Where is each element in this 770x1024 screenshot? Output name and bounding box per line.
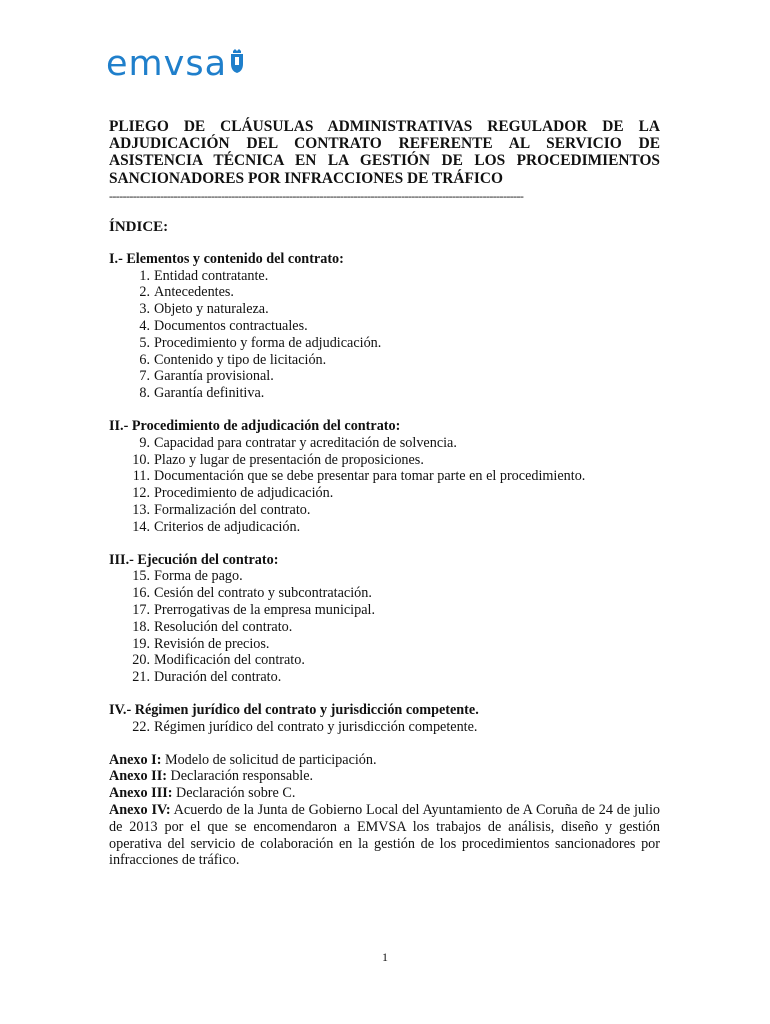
index-item-number: 20. [132,652,150,669]
index-item [109,669,660,686]
index-item-number: 18. [132,618,150,635]
title-line: SANCIONADORES POR INFRACCIONES DE TRÁFICO [109,169,503,187]
index-item-text: Contenido y tipo de licitación. [154,351,327,368]
index-item [109,284,660,301]
annex-label: Anexo I: [109,751,162,768]
annex-list [109,752,660,870]
annex-label: Anexo II: [109,768,167,785]
index-item-number: 3. [139,301,150,318]
section-heading: I.- Elementos y contenido del contrato: [109,250,344,267]
section-heading: IV.- Régimen jurídico del contrato y jurisdicción competente. [109,701,479,718]
annex-label: Anexo IV: [109,801,171,818]
index-item [109,452,660,469]
index-item-number: 10. [132,451,150,468]
index-item [109,301,660,318]
section-heading: II.- Procedimiento de adjudicación del contrato: [109,417,401,434]
annex-text: Declaración responsable. [166,768,314,785]
index-item-text: Revisión de precios. [154,635,270,652]
index-item-text: Duración del contrato. [154,669,282,686]
index-item [109,268,660,285]
index-item [109,435,660,452]
index-item-text: Procedimiento de adjudicación. [154,485,334,502]
index-item [109,502,660,519]
annex-text: Modelo de solicitud de participación. [161,751,377,768]
index-item-number: 12. [132,485,150,502]
index-item-number: 21. [132,669,150,686]
index-item [109,652,660,669]
index-sections [109,251,660,736]
index-item-number: 9. [139,434,150,451]
index-item [109,636,660,653]
crest-icon [230,48,244,74]
index-item-text: Garantía definitiva. [154,385,265,402]
separator-line: -------------------------------------------------------------------------------------------------------------------------- [109,189,524,203]
index-item [109,519,660,536]
section-item-list [109,568,660,686]
section-item-list [109,435,660,536]
index-item [109,719,660,736]
index-item-text: Plazo y lugar de presentación de proposiciones. [154,451,424,468]
index-item-number: 11. [132,468,150,485]
index-item-text: Procedimiento y forma de adjudicación. [154,334,382,351]
index-item-text: Modificación del contrato. [154,652,305,669]
index-item-number: 14. [132,518,150,535]
index-item [109,602,660,619]
annex-entry [109,768,660,785]
index-item-text: Prerrogativas de la empresa municipal. [154,601,376,618]
annex-entry [109,785,660,802]
index-item-number: 19. [132,635,150,652]
document-title [109,118,660,187]
index-item-number: 17. [132,601,150,618]
annex-text: Acuerdo de la Junta de Gobierno Local del Ayuntamiento de A Coruña de 24 de julio de 2013 por el que se encomendaron a EMVSA los trabajos de análisis, diseño y gestión operativa del servicio de colaboración en la gestión de los procedimientos sancionadores por infracciones de tráfico. [109,801,660,869]
index-item [109,318,660,335]
index-item-number: 6. [139,351,150,368]
page-number: 1 [382,950,388,964]
annex-text: Declaración sobre C. [172,785,296,802]
index-item [109,485,660,502]
annex-label: Anexo III: [109,785,173,802]
section-item-list [109,719,660,736]
title-line: PLIEGO DE CLÁUSULAS ADMINISTRATIVAS REGULADOR DE LA [109,118,660,135]
index-item-number: 22. [132,718,150,735]
index-item [109,335,660,352]
index-item-text: Criterios de adjudicación. [154,518,301,535]
index-content [109,219,660,869]
emvsa-logo [106,44,244,84]
index-item-text: Documentos contractuales. [154,317,308,334]
section-heading: III.- Ejecución del contrato: [109,551,279,568]
index-item [109,585,660,602]
logo-wordmark: emvsa [106,43,228,84]
index-item-text: Garantía provisional. [154,368,274,385]
index-item-number: 7. [139,368,150,385]
annex-entry [109,802,660,869]
section-item-list [109,268,660,402]
index-item [109,385,660,402]
index-item-number: 5. [139,334,150,351]
index-item-text: Régimen jurídico del contrato y jurisdicción competente. [154,718,478,735]
index-item-number: 2. [139,284,150,301]
index-item-number: 1. [139,267,150,284]
index-item-text: Forma de pago. [154,568,243,585]
index-item-text: Formalización del contrato. [154,501,311,518]
index-item-number: 15. [132,568,150,585]
index-item-text: Objeto y naturaleza. [154,301,269,318]
index-item-number: 4. [139,317,150,334]
index-item-text: Antecedentes. [154,284,234,301]
index-item-text: Entidad contratante. [154,267,269,284]
index-item-number: 13. [132,501,150,518]
index-item [109,619,660,636]
index-item-text: Resolución del contrato. [154,618,293,635]
index-heading: ÍNDICE: [109,219,169,235]
index-item-number: 8. [139,385,150,402]
index-item-text: Documentación que se debe presentar para tomar parte en el procedimiento. [154,468,586,485]
annex-entry [109,752,660,769]
index-item [109,352,660,369]
index-item [109,368,660,385]
title-line: ADJUDICACIÓN DEL CONTRATO REFERENTE AL SERVICIO DE [109,135,660,153]
index-item [109,568,660,585]
title-line: ASISTENCIA TÉCNICA EN LA GESTIÓN DE LOS PROCEDIMIENTOS [109,152,660,170]
index-item [109,468,660,485]
index-item-text: Cesión del contrato y subcontratación. [154,585,372,602]
index-item-text: Capacidad para contratar y acreditación de solvencia. [154,434,457,451]
index-item-number: 16. [132,585,150,602]
